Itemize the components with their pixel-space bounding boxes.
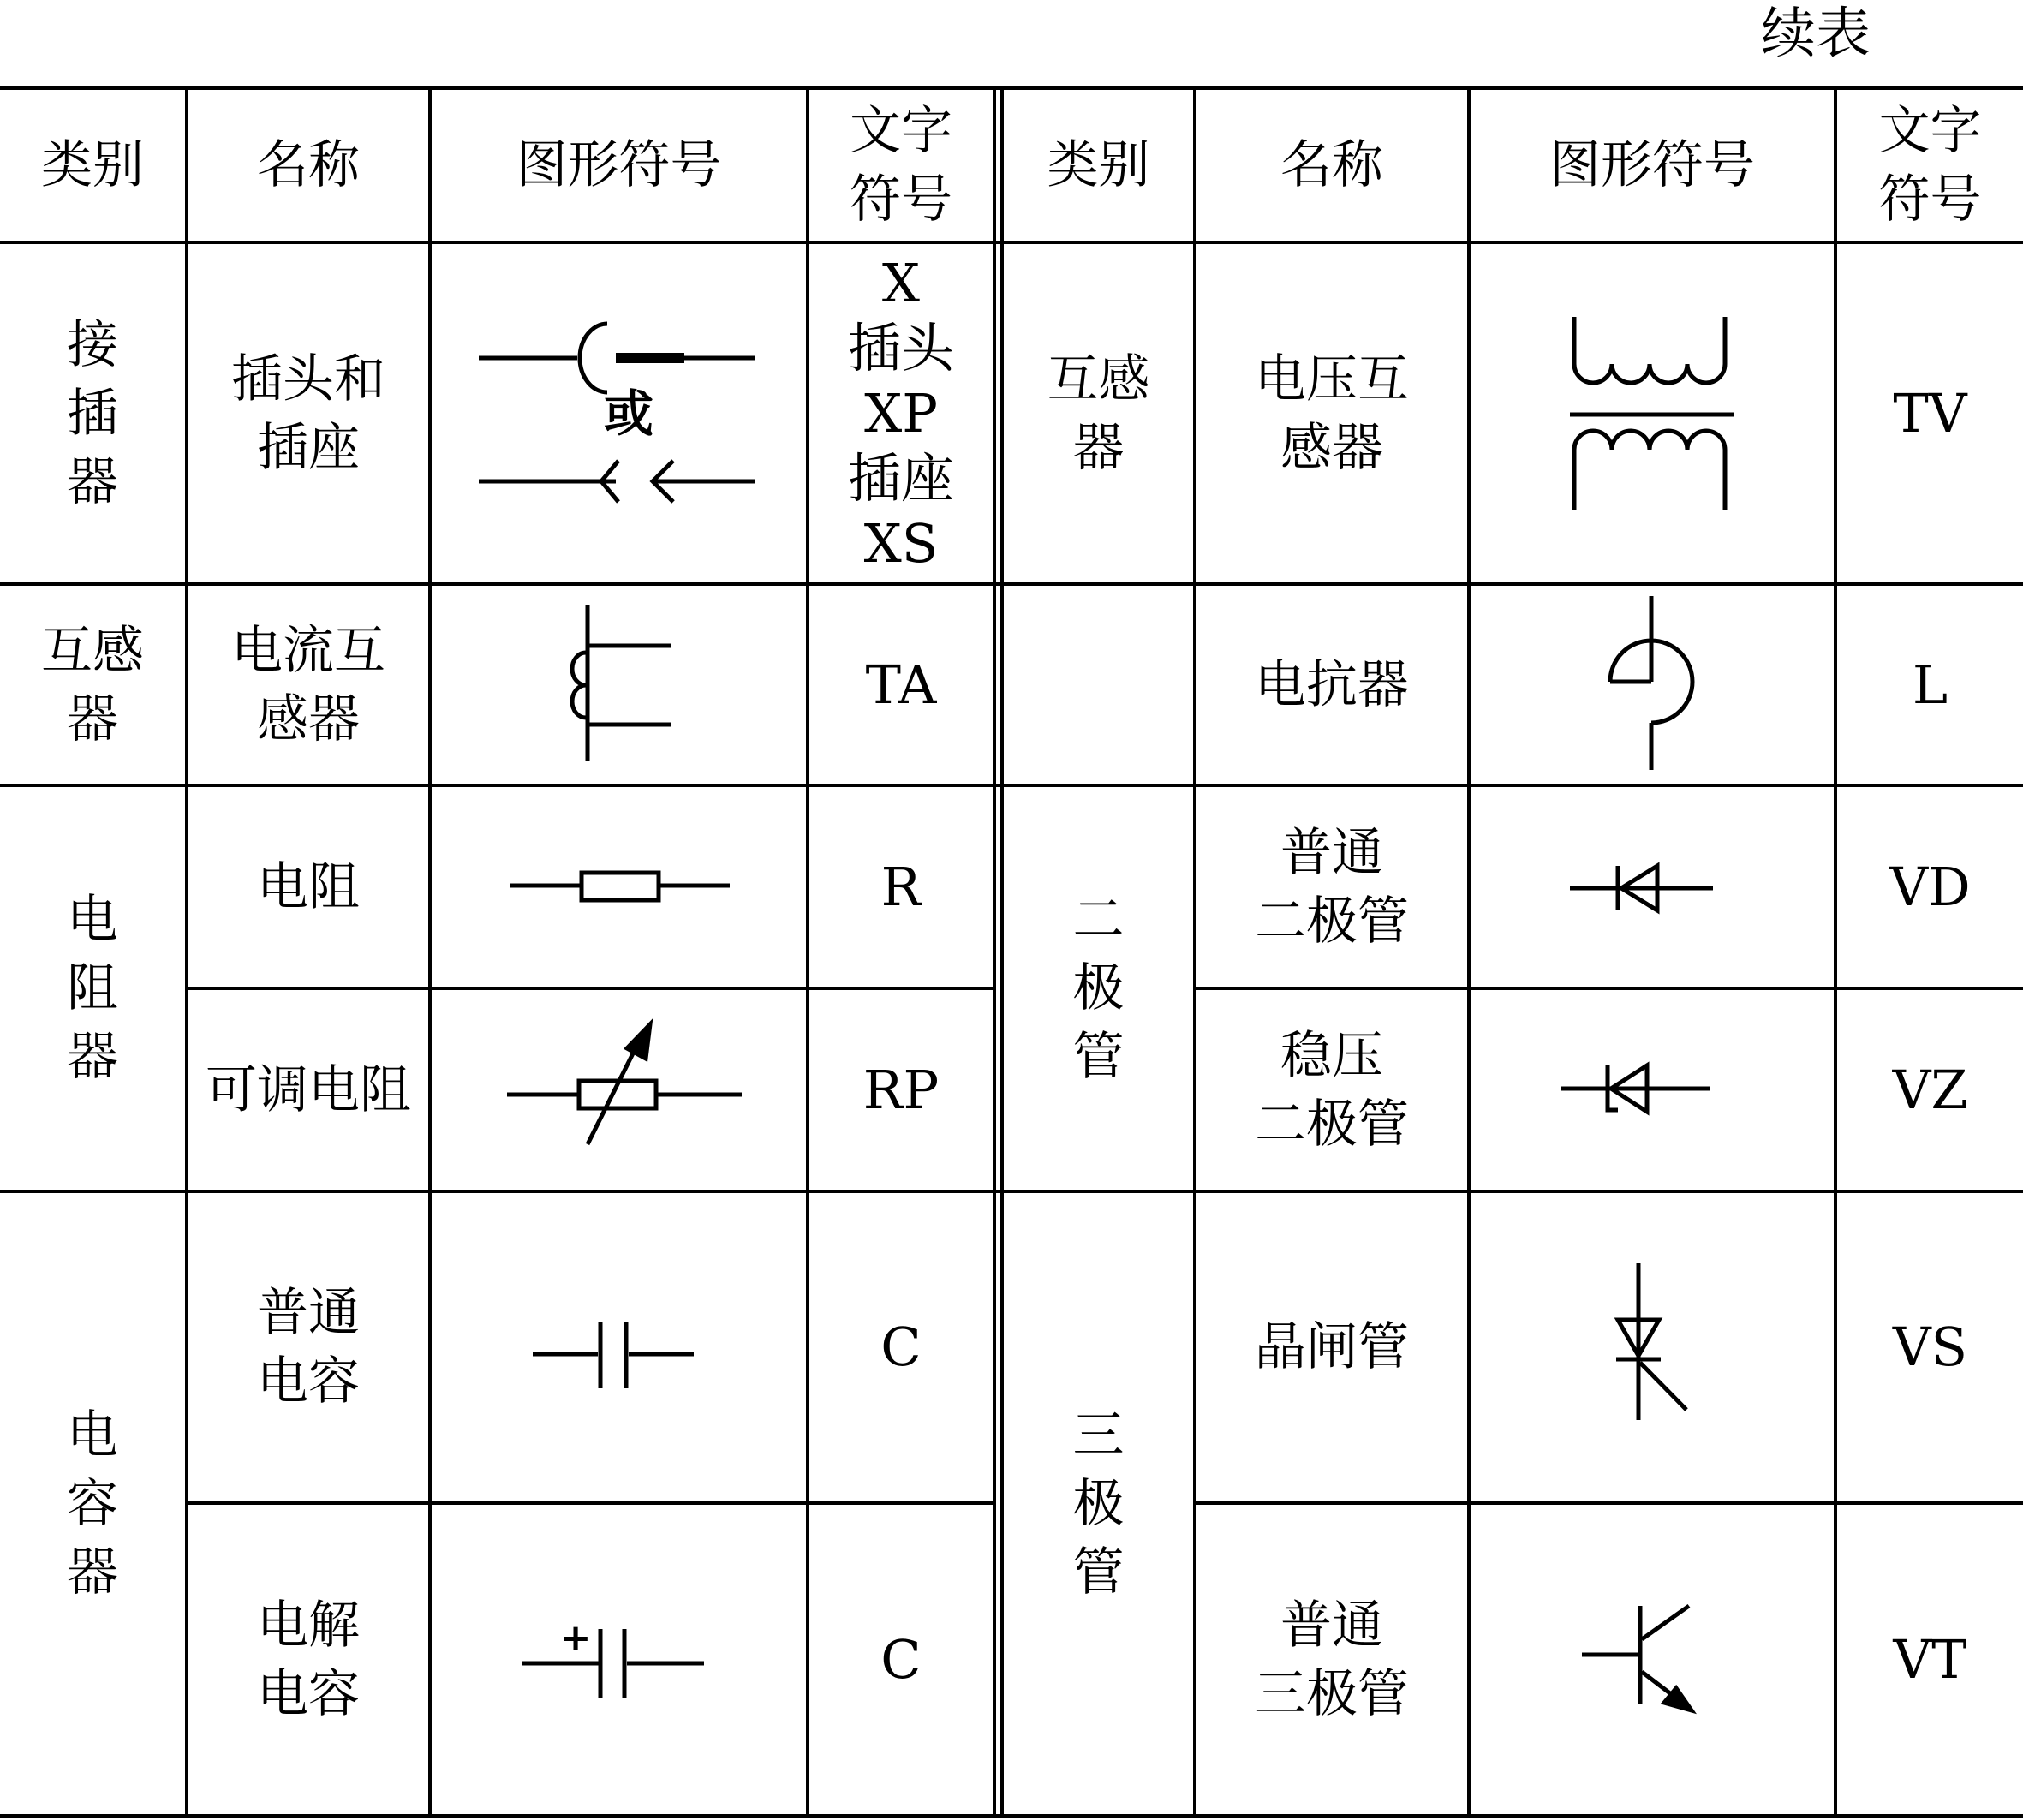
name-thyristor: 晶闸管 (1255, 1317, 1409, 1377)
name-voltage-transformer: 电压互 感器 (1255, 349, 1409, 478)
reactor-symbol (1471, 586, 1834, 784)
name-electrolytic-capacitor: 电解 电容 (257, 1595, 360, 1724)
code-thyristor: VS (1892, 1316, 1968, 1378)
header-code-left: 文字 符号 (850, 101, 952, 230)
electrolytic-capacitor-symbol (432, 1505, 806, 1814)
code-resistor: R (880, 855, 922, 918)
transistor-symbol (1471, 1505, 1834, 1814)
current-transformer-symbol (432, 586, 806, 784)
plug-socket-symbol (432, 244, 806, 582)
header-symbol-right: 图形符号 (1549, 135, 1755, 195)
zener-diode-symbol (1471, 990, 1834, 1190)
name-plug-socket: 插头和 插座 (231, 349, 385, 478)
name-current-transformer: 电流互 感器 (231, 620, 385, 749)
category-triode: 三 极 管 (1072, 1405, 1125, 1602)
col-line-mid-a (993, 86, 996, 1818)
code-zener-diode: VZ (1892, 1058, 1968, 1121)
code-capacitor: C (880, 1316, 922, 1378)
code-electrolytic-capacitor: C (880, 1627, 922, 1691)
code-diode: VD (1889, 855, 1971, 918)
name-capacitor: 普通 电容 (257, 1283, 360, 1411)
svg-text:+: + (559, 1616, 592, 1660)
category-transformer-right: 互感 器 (1047, 349, 1150, 478)
category-connector: 接 插 器 (67, 314, 118, 512)
name-transistor: 普通 三极管 (1255, 1595, 1409, 1724)
code-current-transformer: TA (865, 653, 937, 716)
category-diode: 二 极 管 (1072, 890, 1125, 1087)
code-variable-resistor: RP (862, 1058, 940, 1121)
variable-resistor-symbol (432, 990, 806, 1190)
name-zener-diode: 稳压 二极管 (1255, 1025, 1409, 1155)
diode-symbol (1471, 787, 1834, 987)
code-voltage-transformer: TV (1893, 381, 1967, 445)
code-plug-socket: X 插头 XP 插座 XS (847, 251, 954, 575)
rule-bottom (0, 1814, 2023, 1818)
name-resistor: 电阻 (257, 856, 360, 917)
name-variable-resistor: 可调电阻 (206, 1059, 411, 1120)
category-capacitor: 电 容 器 (67, 1405, 118, 1602)
header-category-right: 类别 (1047, 135, 1150, 195)
category-transformer-left: 互感 器 (41, 620, 144, 749)
header-name-left: 名称 (257, 135, 360, 195)
thyristor-symbol (1471, 1193, 1834, 1501)
category-resistor: 电 阻 器 (67, 890, 118, 1087)
name-reactor: 电抗器 (1255, 654, 1409, 715)
header-name-right: 名称 (1280, 135, 1383, 195)
table-caption: 续表 (1761, 3, 1871, 66)
name-diode: 普通 二极管 (1255, 822, 1409, 952)
code-transistor: VT (1893, 1627, 1967, 1691)
resistor-symbol (432, 787, 806, 987)
header-category-left: 类别 (41, 135, 144, 195)
capacitor-symbol (432, 1193, 806, 1501)
voltage-transformer-symbol (1471, 244, 1834, 582)
code-reactor: L (1912, 653, 1948, 716)
svg-text:或: 或 (603, 385, 654, 443)
header-symbol-left: 图形符号 (516, 135, 722, 195)
header-code-right: 文字 符号 (1878, 101, 1982, 230)
category-reactor (1004, 586, 1193, 784)
